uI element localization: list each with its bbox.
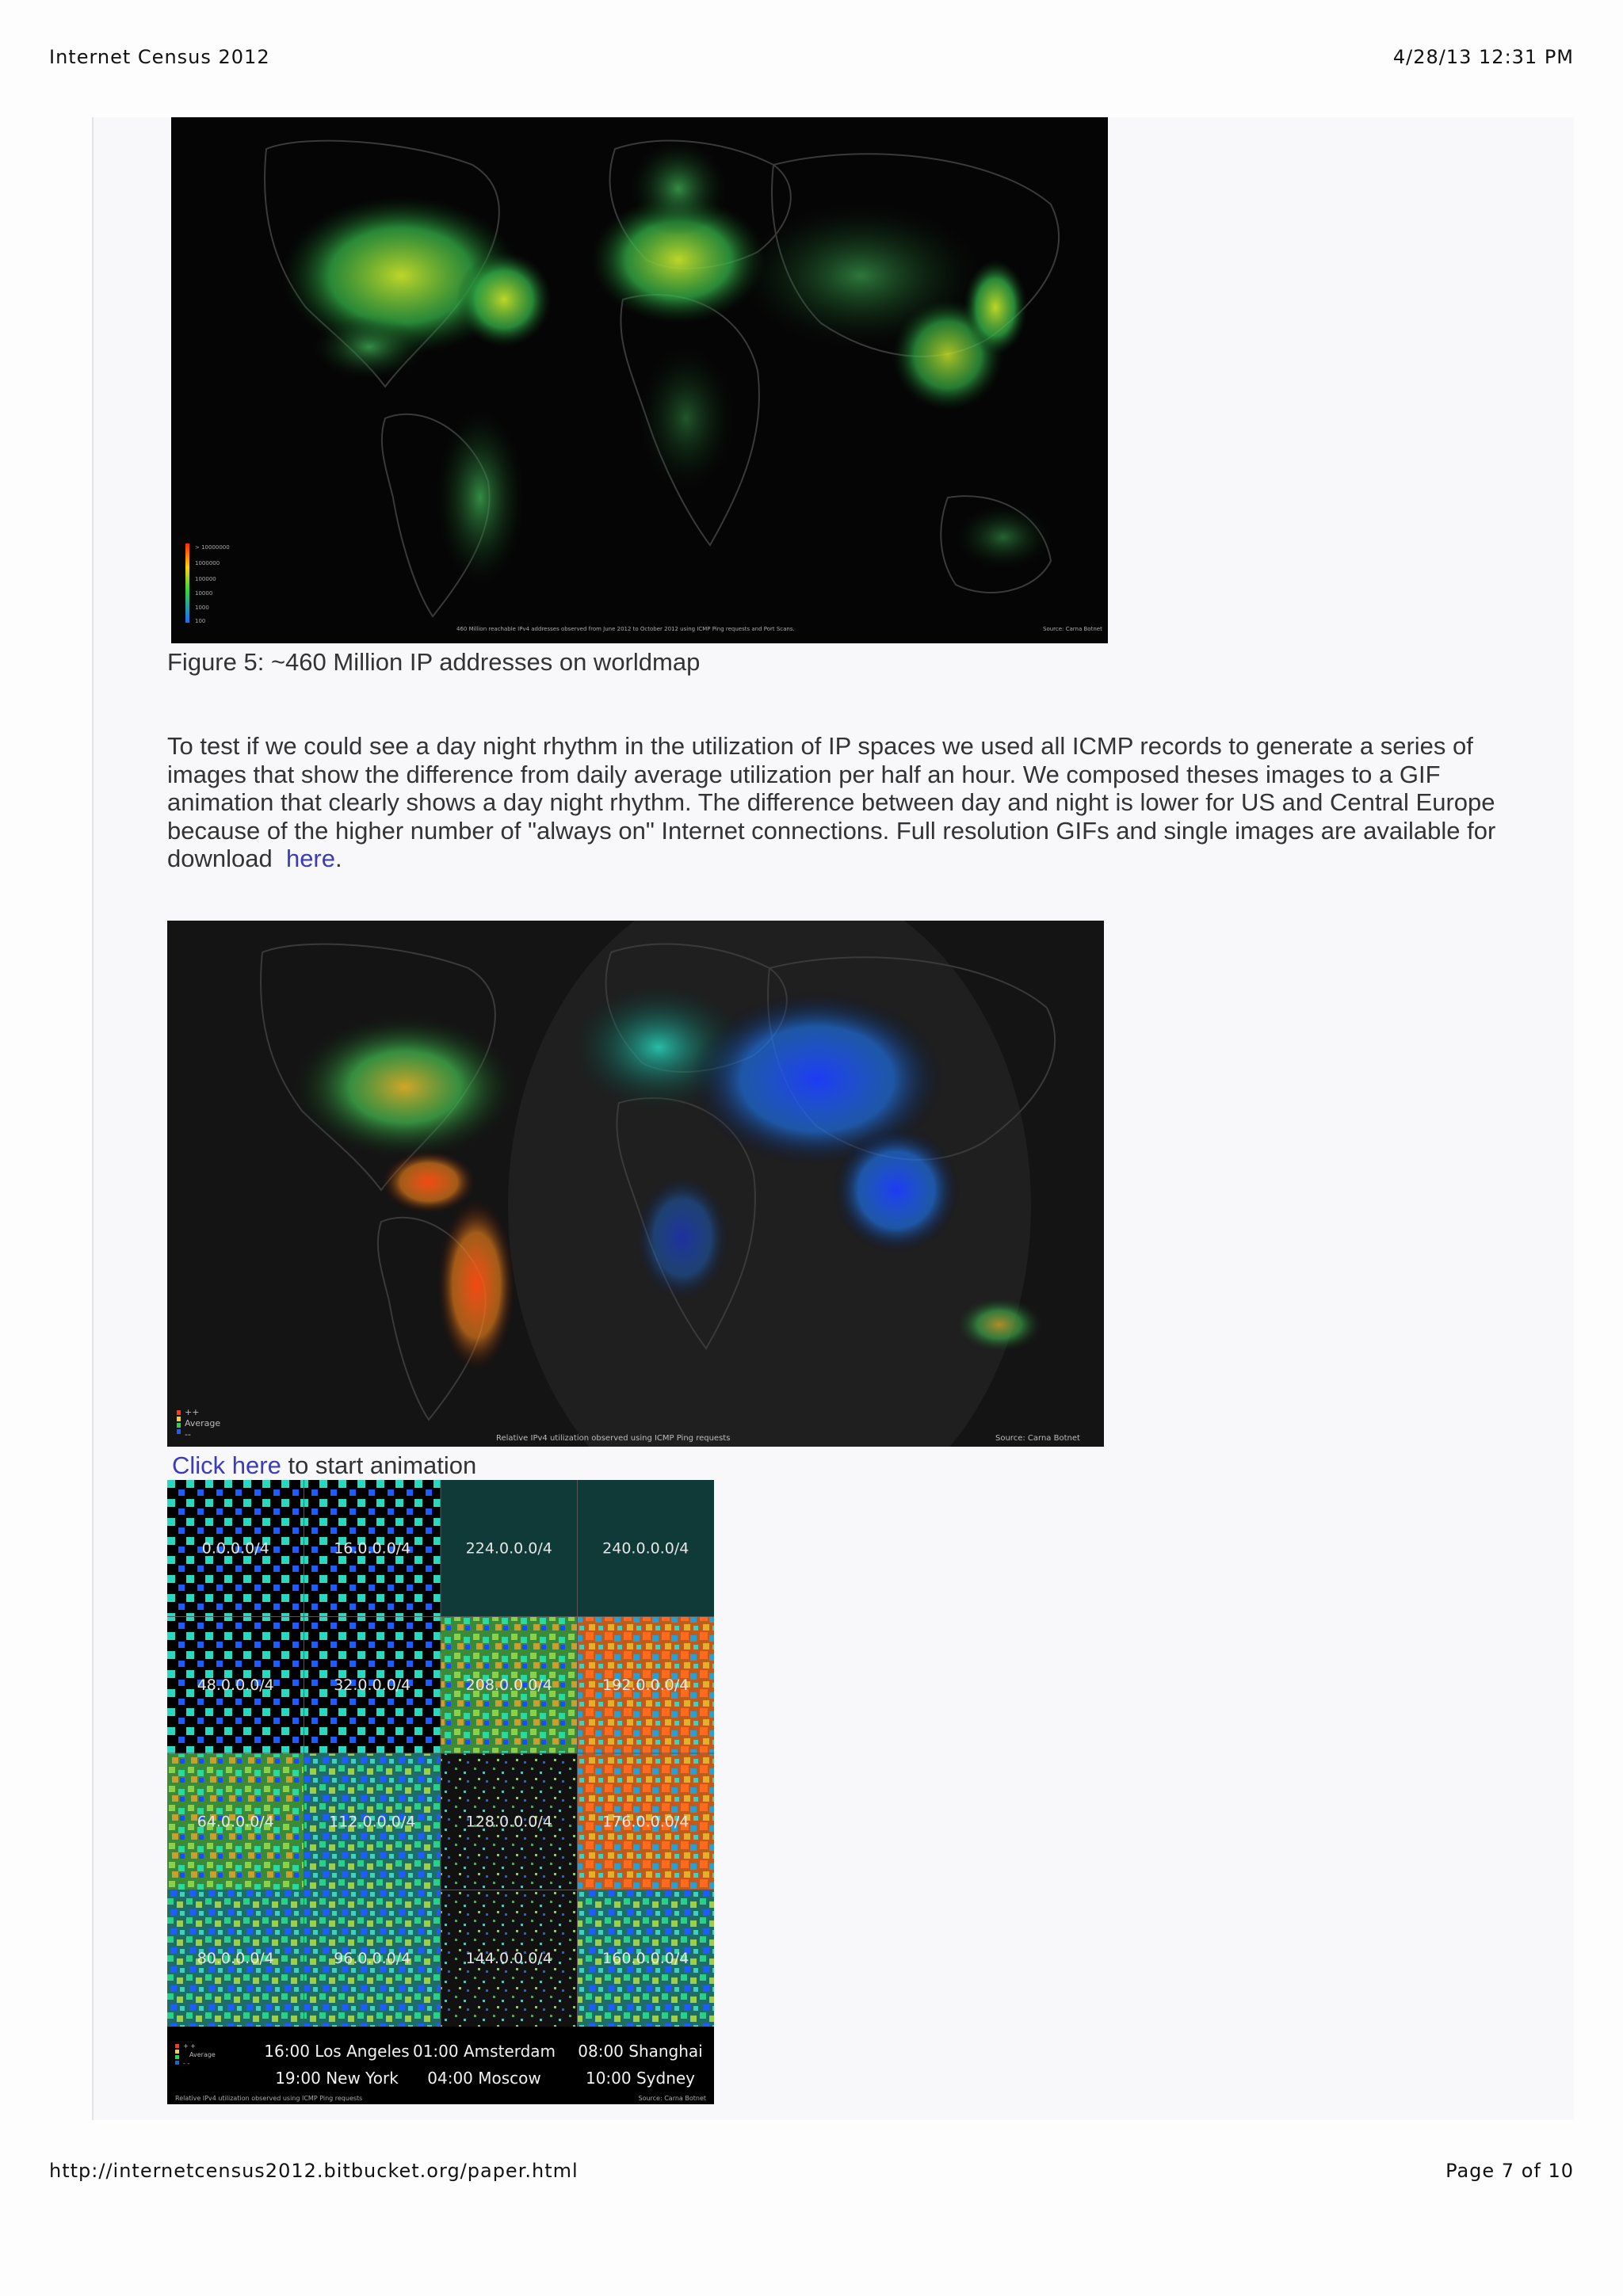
map2-footnote: Relative IPv4 utilization observed using ICMP Ping requests <box>496 1434 731 1443</box>
ip-block-label: 128.0.0.0/4 <box>465 1813 552 1831</box>
ip-block-label: 160.0.0.0/4 <box>602 1949 689 1967</box>
ip-grid-svg <box>167 1480 714 2104</box>
ip-block-label: 64.0.0.0/4 <box>197 1813 274 1831</box>
legend-label: 1000 <box>195 605 209 611</box>
paragraph-text: To test if we could see a day night rhythm in the utilization of IP spaces we used all ICMP records to generate a series of images that show the difference from daily average utilization per half an hour. We composed theses images to a GIF animation that clearly shows a day night rhythm. The difference between day and night is lower for US and Central Europe because of the higher number of "always on" Internet connections. Full resolution GIFs and single images are available for download <box>167 732 1496 872</box>
legend-label: 100 <box>195 618 206 624</box>
download-here-link[interactable]: here <box>285 845 335 872</box>
ip-block-label: 240.0.0.0/4 <box>602 1539 689 1558</box>
legend-label: 1000000 <box>195 560 220 566</box>
legend-label: Average <box>189 2051 216 2058</box>
time-label: 01:00 Amsterdam <box>412 2042 556 2061</box>
time-label: 08:00 Shanghai <box>578 2042 703 2061</box>
worldmap-svg <box>171 117 1108 643</box>
map2-source: Source: Carna Botnet <box>995 1434 1080 1443</box>
ip-block-label: 80.0.0.0/4 <box>197 1949 274 1967</box>
print-footer <box>49 2160 1574 2182</box>
ip-block-label: 0.0.0.0/4 <box>201 1539 269 1558</box>
map1-source: Source: Carna Botnet <box>1043 626 1102 632</box>
figure-caption: Figure 5: ~460 Million IP addresses on worldmap <box>167 648 701 676</box>
legend-label: > 10000000 <box>195 544 230 551</box>
ip-block-label: 224.0.0.0/4 <box>465 1539 552 1558</box>
worldmap-ip-addresses-image <box>171 117 1108 643</box>
ip-block-label: 96.0.0.0/4 <box>334 1949 411 1967</box>
ip-block-label: 112.0.0.0/4 <box>329 1813 416 1831</box>
ip-block-label: 144.0.0.0/4 <box>465 1949 552 1967</box>
map1-footnote: 460 Million reachable IPv4 addresses observed from June 2012 to October 2012 using ICMP Ping requests and Port Scans. <box>456 626 795 632</box>
grid-source: Source: Carna Botnet <box>638 2095 706 2102</box>
ip-block-label: 48.0.0.0/4 <box>197 1676 274 1694</box>
legend-label: ++ <box>185 1407 200 1417</box>
utilization-worldmap-image <box>167 921 1104 1447</box>
legend-label: - - <box>183 2060 190 2067</box>
time-label: 10:00 Sydney <box>585 2069 696 2088</box>
legend-label: Average <box>185 1418 221 1428</box>
animation-line <box>172 1451 476 1480</box>
animation-text: to start animation <box>288 1451 477 1479</box>
paragraph-end: . <box>335 845 342 872</box>
ip-block-label: 192.0.0.0/4 <box>602 1676 689 1694</box>
print-header <box>49 46 1574 68</box>
time-label: 04:00 Moscow <box>427 2069 541 2088</box>
utilization-map-svg <box>167 921 1104 1447</box>
grid-footnote: Relative IPv4 utilization observed using ICMP Ping requests <box>175 2095 363 2102</box>
time-label: 16:00 Los Angeles <box>264 2042 410 2061</box>
legend-colorbar <box>185 543 189 623</box>
ip-block-label: 176.0.0.0/4 <box>602 1813 689 1831</box>
body-paragraph <box>167 732 1514 873</box>
page-number: Page 7 of 10 <box>1445 2160 1574 2182</box>
ip-block-label: 32.0.0.0/4 <box>334 1676 411 1694</box>
legend-label: 10000 <box>195 590 213 597</box>
click-here-link[interactable]: Click here <box>172 1451 281 1479</box>
document-title: Internet Census 2012 <box>49 46 270 68</box>
ip-grid-figure <box>167 1480 714 2104</box>
ip-block-label: 16.0.0.0/4 <box>334 1539 411 1558</box>
ip-block-label: 208.0.0.0/4 <box>465 1676 552 1694</box>
time-label: 19:00 New York <box>275 2069 399 2088</box>
legend-label: + + <box>183 2042 196 2050</box>
page-url: http://internetcensus2012.bitbucket.org/paper.html <box>49 2160 579 2182</box>
print-datetime: 4/28/13 12:31 PM <box>1392 46 1574 68</box>
legend-label: -- <box>185 1429 191 1440</box>
legend-label: 100000 <box>195 576 216 582</box>
